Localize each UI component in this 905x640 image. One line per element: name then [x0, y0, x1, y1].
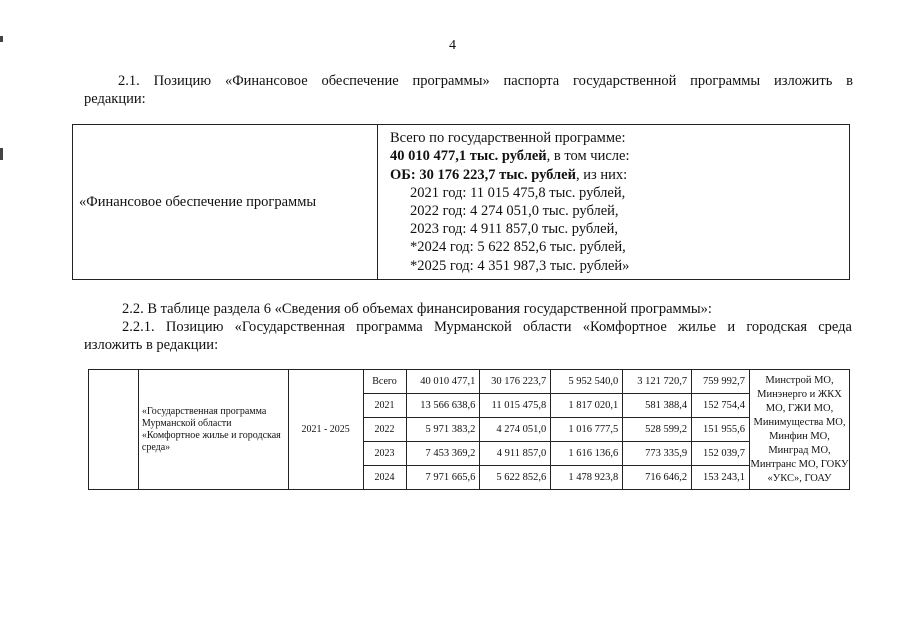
amount-cell: 759 992,7	[692, 370, 750, 394]
executors-cell: Минстрой МО, Минэнерго и ЖКХ МО, ГЖИ МО, Минимущества МО, Минфин МО, Минград МО, Минтранс МО, ГОКУ «УКС», ГОАУ	[750, 370, 850, 490]
table-row	[89, 370, 850, 394]
finance-line	[382, 166, 845, 184]
amount-cell: 7 453 369,2	[406, 442, 480, 466]
scan-edge-mark	[0, 148, 3, 160]
amount-cell: 1 817 020,1	[551, 394, 623, 418]
finance-line-suffix: , из них:	[575, 166, 628, 183]
finance-line	[382, 220, 845, 238]
finance-line	[382, 202, 845, 220]
finance-line-text: 2023 год: 4 911 857,0 тыс. рублей,	[410, 221, 618, 238]
paragraph-2-2-1-line1: 2.2.1. Позицию «Государственная программа Мурманской области «Комфортное жилье и городская среда	[122, 319, 852, 335]
amount-cell: 152 754,4	[692, 394, 750, 418]
finance-table-label: «Финансовое обеспечение программы	[73, 125, 378, 280]
amount-cell: 581 388,4	[623, 394, 692, 418]
amount-cell: 1 616 136,6	[551, 442, 623, 466]
finance-line-text: *2024 год: 5 622 852,6 тыс. рублей,	[410, 239, 626, 256]
amount-cell: 153 243,1	[692, 466, 750, 490]
amount-cell: 5 952 540,0	[551, 370, 623, 394]
amount-cell: 1 478 923,8	[551, 466, 623, 490]
amount-cell: 716 646,2	[623, 466, 692, 490]
amount-cell: 4 911 857,0	[480, 442, 551, 466]
amount-cell: 11 015 475,8	[480, 394, 551, 418]
amount-cell: 3 121 720,7	[623, 370, 692, 394]
amount-cell: 13 566 638,6	[406, 394, 480, 418]
finance-line-text: 2021 год: 11 015 475,8 тыс. рублей,	[410, 184, 626, 201]
amount-cell: 30 176 223,7	[480, 370, 551, 394]
period-cell: 2021 - 2025	[288, 370, 363, 490]
year-cell: 2023	[363, 442, 406, 466]
amount-cell: 5 971 383,2	[406, 418, 480, 442]
finance-line	[382, 129, 845, 147]
year-cell: 2022	[363, 418, 406, 442]
amount-cell: 151 955,6	[692, 418, 750, 442]
amount-cell: 528 599,2	[623, 418, 692, 442]
finance-line-text: Всего по государственной программе:	[390, 130, 626, 147]
finance-table-values	[378, 125, 850, 280]
paragraph-2-2: 2.2. В таблице раздела 6 «Сведения об объемах финансирования государственной программы»:	[122, 301, 712, 317]
year-cell: 2021	[363, 394, 406, 418]
finance-line-text: *2025 год: 4 351 987,3 тыс. рублей»	[410, 257, 630, 274]
amount-cell: 40 010 477,1	[406, 370, 480, 394]
finance-line-text: ОБ: 30 176 223,7 тыс. рублей	[390, 166, 576, 183]
finance-line	[382, 238, 845, 256]
amount-cell: 773 335,9	[623, 442, 692, 466]
finance-line	[382, 257, 845, 275]
amount-cell: 1 016 777,5	[551, 418, 623, 442]
finance-table	[72, 124, 850, 280]
program-name-cell: «Государственная программа Мурманской области «Комфортное жилье и городская среда»	[138, 370, 288, 490]
page-number: 4	[449, 38, 456, 53]
paragraph-2-1-line2: редакции:	[84, 91, 146, 107]
paragraph-2-2-1-line2: изложить в редакции:	[84, 337, 219, 353]
year-cell: 2024	[363, 466, 406, 490]
year-cell: Всего	[363, 370, 406, 394]
amount-cell: 7 971 665,6	[406, 466, 480, 490]
amount-cell: 152 039,7	[692, 442, 750, 466]
row-number-cell	[89, 370, 139, 490]
finance-line	[382, 184, 845, 202]
amount-cell: 4 274 051,0	[480, 418, 551, 442]
finance-line-text: 40 010 477,1 тыс. рублей	[390, 148, 547, 165]
paragraph-2-1-line1: 2.1. Позицию «Финансовое обеспечение программы» паспорта государственной программы изложить в	[118, 73, 853, 89]
finance-line-text: 2022 год: 4 274 051,0 тыс. рублей,	[410, 203, 619, 219]
finance-line	[382, 147, 845, 165]
amount-cell: 5 622 852,6	[480, 466, 551, 490]
program-table	[88, 369, 850, 490]
finance-line-suffix: , в том числе:	[546, 148, 630, 165]
